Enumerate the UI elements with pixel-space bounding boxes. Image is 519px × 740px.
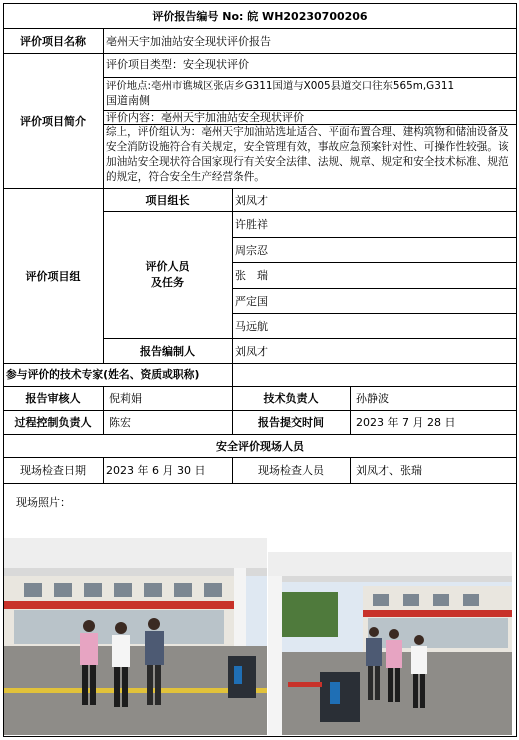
- members-label: [103, 211, 232, 338]
- inspect-staff-label: 现场检查人员: [258, 464, 324, 477]
- col-line: [232, 363, 233, 386]
- submit-date: 2023 年 7 月 28 日: [356, 416, 456, 429]
- report-number: 评价报告编号 No: 皖 WH20230700206: [152, 9, 368, 23]
- row-line: [3, 483, 517, 484]
- member-name: 马远航: [235, 319, 268, 333]
- compiler-name: 刘凤才: [235, 344, 268, 358]
- experts-label: 参与评价的技术专家(姓名、资质或职称): [6, 368, 200, 381]
- summary-location-1: 评价地点:亳州市谯城区张店乡G311国道与X005县道交口往东565m,G311: [106, 80, 455, 92]
- summary-conclusion: 综上，评价组认为：亳州天宇加油站选址适合、平面布置合理、建构筑物和储油设备及安全消防设施符合有关规定，安全管理有效，事故应急预案针对性、可操作性较强。该加油站安全现状符合国家现行有关安全法律、法规、规章、规定和安全技术标准、规范的规定，符合安全生产经营条件。: [106, 126, 509, 183]
- member-name: 严定国: [235, 294, 268, 308]
- process-name: 陈宏: [109, 416, 131, 429]
- tech-lead-name: 孙静波: [356, 392, 389, 405]
- team-label: 评价项目组: [25, 269, 81, 283]
- submit-label: 报告提交时间: [258, 416, 324, 429]
- photos-label: 现场照片：: [16, 496, 71, 509]
- summary-content: 评价内容：亳州天宇加油站安全现状评价: [106, 111, 304, 124]
- project-name-value: 亳州天宇加油站安全现状评价报告: [106, 34, 271, 48]
- project-name-label: 评价项目名称: [20, 34, 86, 48]
- member-name: 张 瑞: [235, 269, 268, 282]
- summary-location-2: 国道南侧: [106, 94, 150, 107]
- site-photo-1-graphic: [4, 538, 267, 735]
- reviewer-label: 报告审核人: [25, 392, 81, 405]
- table-border-right: [516, 3, 517, 737]
- compiler-label: 报告编制人: [140, 344, 195, 358]
- leader-name: 刘凤才: [235, 193, 268, 207]
- summary-label: 评价项目简介: [20, 114, 86, 128]
- member-name: 许胜祥: [235, 218, 268, 231]
- members-label-line-1: 评价人员: [145, 259, 190, 273]
- site-staff-header: 安全评价现场人员: [216, 439, 304, 453]
- summary-type: 评价项目类型：安全现状评价: [106, 58, 249, 71]
- process-label: 过程控制负责人: [14, 416, 92, 429]
- leader-label: 项目组长: [145, 193, 190, 207]
- summary-line: [103, 77, 516, 78]
- site-photo-2: [268, 552, 512, 735]
- inspect-date: 2023 年 6 月 30 日: [106, 464, 206, 477]
- members-label-line-2: 及任务: [151, 275, 184, 289]
- reviewer-name: 倪莉娟: [109, 392, 142, 405]
- tech-lead-label: 技术负责人: [263, 392, 319, 405]
- site-photo-1: [4, 538, 267, 735]
- inspect-date-label: 现场检查日期: [20, 464, 86, 477]
- table-border-bottom: [3, 736, 517, 737]
- member-name: 周宗忍: [235, 243, 268, 257]
- site-photo-2-graphic: [268, 552, 512, 735]
- inspect-staff: 刘凤才、张瑞: [356, 464, 422, 477]
